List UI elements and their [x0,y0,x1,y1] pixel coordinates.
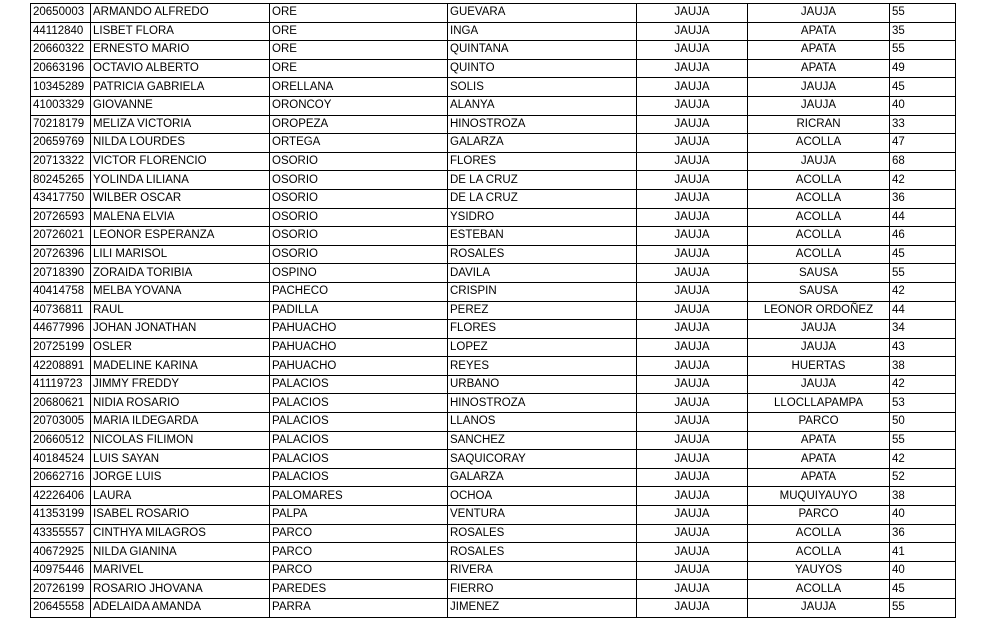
province-cell: JAUJA [637,338,748,357]
dni-cell: 20650003 [31,4,91,23]
dni-cell: 20662716 [31,468,91,487]
names-cell: CINTHYA MILAGROS [91,524,270,543]
age-cell: 44 [890,208,956,227]
table-row [31,357,956,376]
names-cell: LEONOR ESPERANZA [91,227,270,246]
district-cell: ACOLLA [748,208,890,227]
names-cell: ZORAIDA TORIBIA [91,264,270,283]
province-cell: JAUJA [637,431,748,450]
maternal-surname-cell: ROSALES [448,543,637,562]
province-cell: JAUJA [637,599,748,618]
maternal-surname-cell: JIMENEZ [448,599,637,618]
names-cell: OCTAVIO ALBERTO [91,59,270,78]
dni-cell: 41353199 [31,506,91,525]
maternal-surname-cell: HINOSTROZA [448,115,637,134]
names-cell: WILBER OSCAR [91,189,270,208]
province-cell: JAUJA [637,171,748,190]
paternal-surname-cell: PARCO [270,561,448,580]
table-row [31,227,956,246]
maternal-surname-cell: LOPEZ [448,338,637,357]
paternal-surname-cell: PADILLA [270,301,448,320]
names-cell: MELBA YOVANA [91,282,270,301]
names-cell: ARMANDO ALFREDO [91,4,270,23]
names-cell: JORGE LUIS [91,468,270,487]
age-cell: 68 [890,152,956,171]
age-cell: 52 [890,468,956,487]
district-cell: APATA [748,22,890,41]
paternal-surname-cell: OSORIO [270,152,448,171]
province-cell: JAUJA [637,394,748,413]
age-cell: 55 [890,264,956,283]
age-cell: 38 [890,487,956,506]
maternal-surname-cell: RIVERA [448,561,637,580]
table-row [31,524,956,543]
district-cell: ACOLLA [748,134,890,153]
age-cell: 55 [890,41,956,60]
paternal-surname-cell: PARCO [270,543,448,562]
age-cell: 36 [890,524,956,543]
table-row [31,152,956,171]
names-cell: NILDA GIANINA [91,543,270,562]
names-cell: JOHAN JONATHAN [91,320,270,339]
table-row [31,264,956,283]
province-cell: JAUJA [637,487,748,506]
names-cell: OSLER [91,338,270,357]
table-row [31,96,956,115]
table-body [31,4,956,618]
age-cell: 45 [890,580,956,599]
age-cell: 42 [890,171,956,190]
district-cell: ACOLLA [748,524,890,543]
maternal-surname-cell: ESTEBAN [448,227,637,246]
paternal-surname-cell: OSORIO [270,245,448,264]
paternal-surname-cell: PALACIOS [270,375,448,394]
paternal-surname-cell: PALACIOS [270,394,448,413]
province-cell: JAUJA [637,189,748,208]
table-row [31,487,956,506]
district-cell: APATA [748,41,890,60]
table-row [31,543,956,562]
district-cell: APATA [748,431,890,450]
district-cell: JAUJA [748,338,890,357]
paternal-surname-cell: PAREDES [270,580,448,599]
paternal-surname-cell: ORE [270,59,448,78]
district-cell: HUERTAS [748,357,890,376]
paternal-surname-cell: PALACIOS [270,413,448,432]
table-row [31,320,956,339]
maternal-surname-cell: LLANOS [448,413,637,432]
age-cell: 55 [890,599,956,618]
paternal-surname-cell: ORELLANA [270,78,448,97]
table-row [31,506,956,525]
maternal-surname-cell: ROSALES [448,245,637,264]
province-cell: JAUJA [637,561,748,580]
maternal-surname-cell: PEREZ [448,301,637,320]
province-cell: JAUJA [637,245,748,264]
age-cell: 42 [890,282,956,301]
dni-cell: 80245265 [31,171,91,190]
age-cell: 33 [890,115,956,134]
province-cell: JAUJA [637,208,748,227]
records-table [30,3,956,618]
age-cell: 45 [890,245,956,264]
paternal-surname-cell: PARCO [270,524,448,543]
paternal-surname-cell: PALOMARES [270,487,448,506]
dni-cell: 40975446 [31,561,91,580]
district-cell: LLOCLLAPAMPA [748,394,890,413]
district-cell: PARCO [748,506,890,525]
age-cell: 42 [890,450,956,469]
paternal-surname-cell: OSORIO [270,227,448,246]
age-cell: 50 [890,413,956,432]
paternal-surname-cell: PALACIOS [270,450,448,469]
table-row [31,561,956,580]
maternal-surname-cell: INGA [448,22,637,41]
age-cell: 40 [890,506,956,525]
age-cell: 53 [890,394,956,413]
province-cell: JAUJA [637,282,748,301]
dni-cell: 41003329 [31,96,91,115]
province-cell: JAUJA [637,115,748,134]
table-row [31,338,956,357]
dni-cell: 20718390 [31,264,91,283]
province-cell: JAUJA [637,264,748,283]
age-cell: 43 [890,338,956,357]
dni-cell: 40414758 [31,282,91,301]
paternal-surname-cell: PARRA [270,599,448,618]
age-cell: 35 [890,22,956,41]
names-cell: ROSARIO JHOVANA [91,580,270,599]
table-row [31,59,956,78]
district-cell: JAUJA [748,152,890,171]
district-cell: JAUJA [748,4,890,23]
names-cell: MALENA ELVIA [91,208,270,227]
names-cell: YOLINDA LILIANA [91,171,270,190]
paternal-surname-cell: PALPA [270,506,448,525]
table-row [31,171,956,190]
table-row [31,282,956,301]
paternal-surname-cell: PALACIOS [270,431,448,450]
province-cell: JAUJA [637,41,748,60]
province-cell: JAUJA [637,301,748,320]
dni-cell: 40736811 [31,301,91,320]
names-cell: LILI MARISOL [91,245,270,264]
dni-cell: 20725199 [31,338,91,357]
table-row [31,301,956,320]
names-cell: VICTOR FLORENCIO [91,152,270,171]
names-cell: MELIZA VICTORIA [91,115,270,134]
dni-cell: 20726593 [31,208,91,227]
paternal-surname-cell: PAHUACHO [270,357,448,376]
names-cell: MARIVEL [91,561,270,580]
table-row [31,468,956,487]
dni-cell: 20703005 [31,413,91,432]
district-cell: JAUJA [748,320,890,339]
age-cell: 55 [890,431,956,450]
paternal-surname-cell: PALACIOS [270,468,448,487]
maternal-surname-cell: ROSALES [448,524,637,543]
district-cell: JAUJA [748,96,890,115]
names-cell: NILDA LOURDES [91,134,270,153]
maternal-surname-cell: QUINTANA [448,41,637,60]
paternal-surname-cell: OSORIO [270,208,448,227]
paternal-surname-cell: ORE [270,41,448,60]
table-row [31,115,956,134]
maternal-surname-cell: DE LA CRUZ [448,171,637,190]
district-cell: RICRAN [748,115,890,134]
table-row [31,599,956,618]
dni-cell: 70218179 [31,115,91,134]
paternal-surname-cell: PAHUACHO [270,338,448,357]
maternal-surname-cell: YSIDRO [448,208,637,227]
province-cell: JAUJA [637,227,748,246]
province-cell: JAUJA [637,468,748,487]
dni-cell: 44677996 [31,320,91,339]
maternal-surname-cell: DE LA CRUZ [448,189,637,208]
dni-cell: 20726021 [31,227,91,246]
maternal-surname-cell: URBANO [448,375,637,394]
province-cell: JAUJA [637,450,748,469]
dni-cell: 20663196 [31,59,91,78]
maternal-surname-cell: REYES [448,357,637,376]
maternal-surname-cell: ALANYA [448,96,637,115]
table-row [31,245,956,264]
names-cell: RAUL [91,301,270,320]
table-row [31,580,956,599]
maternal-surname-cell: VENTURA [448,506,637,525]
dni-cell: 20713322 [31,152,91,171]
age-cell: 44 [890,301,956,320]
district-cell: LEONOR ORDOÑEZ [748,301,890,320]
paternal-surname-cell: OROPEZA [270,115,448,134]
names-cell: LISBET FLORA [91,22,270,41]
table-row [31,78,956,97]
names-cell: NIDIA ROSARIO [91,394,270,413]
province-cell: JAUJA [637,357,748,376]
maternal-surname-cell: SOLIS [448,78,637,97]
province-cell: JAUJA [637,96,748,115]
age-cell: 42 [890,375,956,394]
dni-cell: 42208891 [31,357,91,376]
table-row [31,4,956,23]
table-row [31,208,956,227]
dni-cell: 41119723 [31,375,91,394]
dni-cell: 20659769 [31,134,91,153]
maternal-surname-cell: OCHOA [448,487,637,506]
district-cell: APATA [748,468,890,487]
names-cell: ERNESTO MARIO [91,41,270,60]
maternal-surname-cell: SANCHEZ [448,431,637,450]
table-row [31,22,956,41]
age-cell: 34 [890,320,956,339]
province-cell: JAUJA [637,543,748,562]
province-cell: JAUJA [637,413,748,432]
table-row [31,413,956,432]
dni-cell: 44112840 [31,22,91,41]
district-cell: ACOLLA [748,189,890,208]
paternal-surname-cell: OSPINO [270,264,448,283]
dni-cell: 20726199 [31,580,91,599]
dni-cell: 43355557 [31,524,91,543]
paternal-surname-cell: OSORIO [270,171,448,190]
paternal-surname-cell: PACHECO [270,282,448,301]
table-row [31,375,956,394]
district-cell: JAUJA [748,375,890,394]
district-cell: ACOLLA [748,245,890,264]
age-cell: 40 [890,561,956,580]
maternal-surname-cell: FLORES [448,152,637,171]
names-cell: GIOVANNE [91,96,270,115]
district-cell: JAUJA [748,599,890,618]
district-cell: MUQUIYAUYO [748,487,890,506]
district-cell: ACOLLA [748,580,890,599]
province-cell: JAUJA [637,580,748,599]
dni-cell: 42226406 [31,487,91,506]
names-cell: LUIS SAYAN [91,450,270,469]
names-cell: MARIA ILDEGARDA [91,413,270,432]
province-cell: JAUJA [637,320,748,339]
age-cell: 41 [890,543,956,562]
maternal-surname-cell: GUEVARA [448,4,637,23]
paternal-surname-cell: ORE [270,4,448,23]
province-cell: JAUJA [637,59,748,78]
paternal-surname-cell: OSORIO [270,189,448,208]
table-row [31,394,956,413]
age-cell: 38 [890,357,956,376]
table-row [31,41,956,60]
province-cell: JAUJA [637,152,748,171]
dni-cell: 10345289 [31,78,91,97]
age-cell: 36 [890,189,956,208]
district-cell: SAUSA [748,282,890,301]
dni-cell: 20726396 [31,245,91,264]
district-cell: ACOLLA [748,543,890,562]
age-cell: 46 [890,227,956,246]
age-cell: 40 [890,96,956,115]
names-cell: LAURA [91,487,270,506]
district-cell: APATA [748,450,890,469]
maternal-surname-cell: QUINTO [448,59,637,78]
age-cell: 55 [890,4,956,23]
province-cell: JAUJA [637,375,748,394]
district-cell: APATA [748,59,890,78]
maternal-surname-cell: FIERRO [448,580,637,599]
district-cell: JAUJA [748,78,890,97]
maternal-surname-cell: CRISPIN [448,282,637,301]
province-cell: JAUJA [637,524,748,543]
dni-cell: 40184524 [31,450,91,469]
maternal-surname-cell: FLORES [448,320,637,339]
province-cell: JAUJA [637,506,748,525]
maternal-surname-cell: SAQUICORAY [448,450,637,469]
age-cell: 45 [890,78,956,97]
district-cell: SAUSA [748,264,890,283]
maternal-surname-cell: GALARZA [448,468,637,487]
names-cell: ISABEL ROSARIO [91,506,270,525]
age-cell: 49 [890,59,956,78]
paternal-surname-cell: ORE [270,22,448,41]
district-cell: ACOLLA [748,227,890,246]
names-cell: ADELAIDA AMANDA [91,599,270,618]
names-cell: NICOLAS FILIMON [91,431,270,450]
maternal-surname-cell: GALARZA [448,134,637,153]
district-cell: YAUYOS [748,561,890,580]
province-cell: JAUJA [637,78,748,97]
names-cell: JIMMY FREDDY [91,375,270,394]
maternal-surname-cell: HINOSTROZA [448,394,637,413]
dni-cell: 20660322 [31,41,91,60]
province-cell: JAUJA [637,22,748,41]
dni-cell: 40672925 [31,543,91,562]
dni-cell: 43417750 [31,189,91,208]
district-cell: PARCO [748,413,890,432]
maternal-surname-cell: DAVILA [448,264,637,283]
table-row [31,450,956,469]
names-cell: PATRICIA GABRIELA [91,78,270,97]
table-row [31,189,956,208]
dni-cell: 20660512 [31,431,91,450]
names-cell: MADELINE KARINA [91,357,270,376]
dni-cell: 20680621 [31,394,91,413]
district-cell: ACOLLA [748,171,890,190]
paternal-surname-cell: ORTEGA [270,134,448,153]
paternal-surname-cell: ORONCOY [270,96,448,115]
age-cell: 47 [890,134,956,153]
province-cell: JAUJA [637,4,748,23]
paternal-surname-cell: PAHUACHO [270,320,448,339]
province-cell: JAUJA [637,134,748,153]
table-row [31,431,956,450]
table-row [31,134,956,153]
dni-cell: 20645558 [31,599,91,618]
